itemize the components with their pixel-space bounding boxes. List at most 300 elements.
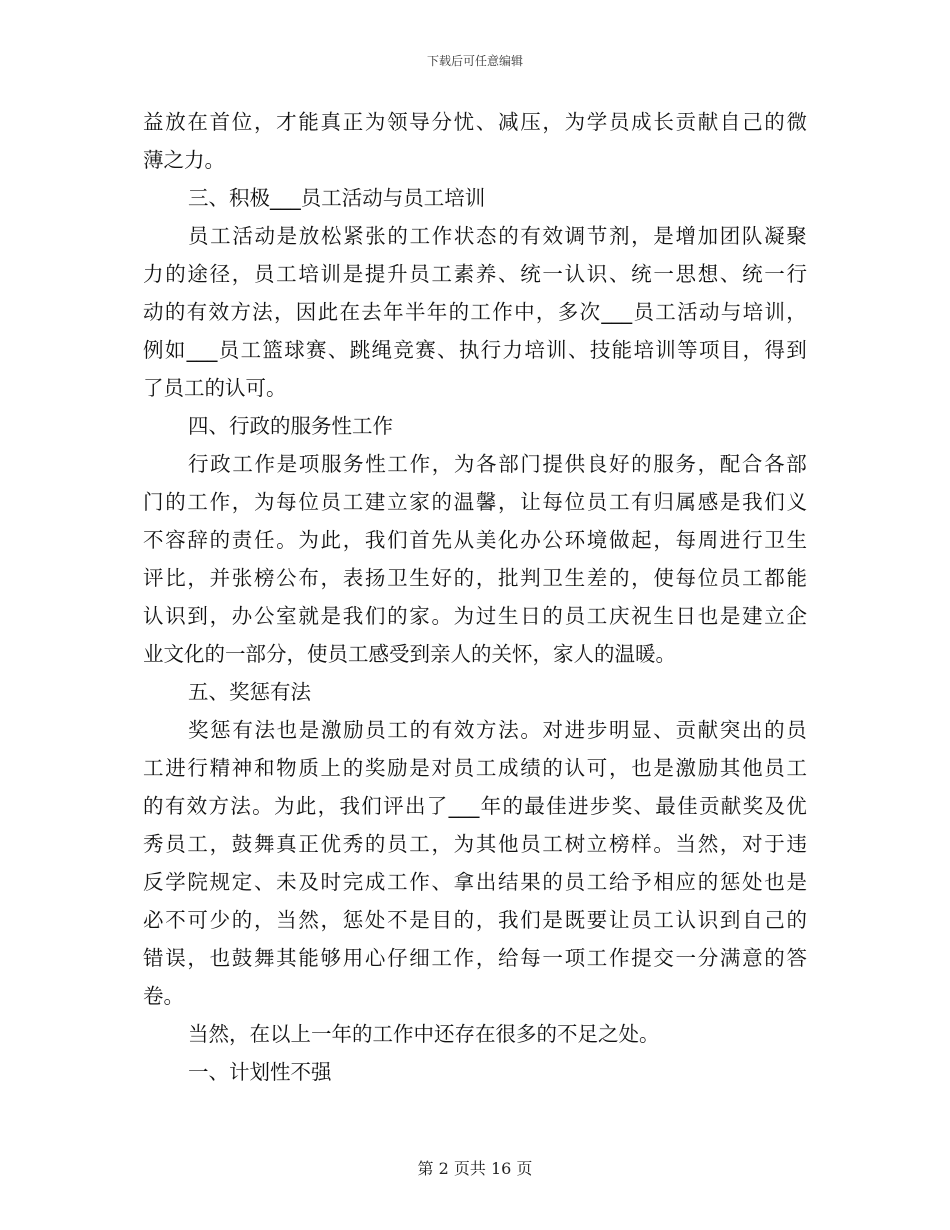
body-line — [143, 521, 807, 559]
glyph: 目 — [431, 908, 452, 932]
glyph: 性 — [365, 452, 386, 476]
glyph: 的 — [764, 946, 785, 970]
glyph: 素 — [453, 262, 475, 286]
glyph: 的 — [453, 566, 475, 590]
glyph: 中 — [514, 300, 535, 324]
glyph: 工 — [409, 832, 430, 856]
glyph: 处 — [364, 908, 386, 932]
glyph: 员 — [218, 338, 240, 362]
glyph: 益 — [143, 110, 164, 134]
glyph: 环 — [564, 528, 586, 552]
glyph: 误 — [165, 946, 186, 970]
glyph: 识 — [165, 604, 186, 628]
glyph: 工 — [653, 908, 674, 932]
glyph: 表 — [342, 566, 364, 590]
glyph: 。 — [431, 604, 452, 628]
glyph: 工 — [431, 262, 452, 286]
glyph: 长 — [653, 110, 674, 134]
glyph: 认 — [143, 604, 164, 628]
glyph: 力 — [143, 262, 164, 286]
glyph: 出 — [404, 794, 426, 818]
glyph: ， — [253, 110, 275, 134]
glyph: 们 — [364, 604, 386, 628]
glyph: 也 — [276, 718, 298, 742]
glyph: 到 — [786, 338, 807, 362]
glyph: 可 — [187, 908, 208, 932]
glyph: 一 — [675, 946, 696, 970]
glyph: 统 — [631, 262, 652, 286]
glyph: 员 — [253, 262, 275, 286]
glyph: 他 — [498, 832, 519, 856]
body-line — [143, 939, 807, 977]
glyph: 的 — [209, 528, 231, 552]
glyph: 门 — [143, 490, 164, 514]
glyph: 惩 — [719, 870, 741, 894]
glyph: 鼓 — [231, 832, 253, 856]
glyph: 例 — [143, 338, 164, 362]
glyph: 任 — [253, 528, 275, 552]
glyph: 可 — [586, 756, 608, 780]
glyph: 员 — [320, 490, 341, 514]
glyph: 一 — [764, 262, 785, 286]
glyph: 给 — [498, 946, 519, 970]
glyph: ， — [253, 908, 275, 932]
glyph: 自 — [742, 908, 763, 932]
glyph: 紧 — [343, 224, 364, 248]
glyph: 每 — [542, 490, 563, 514]
glyph: 球 — [284, 338, 305, 362]
glyph: 每 — [675, 566, 696, 590]
glyph: 企 — [786, 604, 807, 628]
glyph: 力 — [502, 338, 523, 362]
glyph: 对 — [742, 832, 763, 856]
glyph: 项 — [564, 946, 586, 970]
glyph: 工 — [187, 490, 208, 514]
glyph: 活 — [232, 224, 253, 248]
glyph: ， — [697, 452, 719, 476]
glyph: ， — [631, 224, 652, 248]
glyph: 为 — [453, 832, 475, 856]
glyph: 是 — [786, 870, 807, 894]
glyph: 室 — [276, 604, 297, 628]
glyph: 领 — [387, 110, 408, 134]
body-line — [143, 331, 807, 369]
glyph: 的 — [143, 794, 164, 818]
glyph: 生 — [564, 566, 586, 590]
glyph: 我 — [364, 528, 386, 552]
glyph: 有 — [631, 490, 652, 514]
glyph: 感 — [697, 490, 719, 514]
glyph: 员 — [719, 566, 741, 590]
glyph: 放 — [165, 110, 186, 134]
glyph: 有 — [164, 794, 186, 818]
glyph: 义 — [786, 490, 807, 514]
glyph: 张 — [365, 224, 386, 248]
glyph: 赛 — [415, 338, 436, 362]
glyph: 的 — [498, 224, 519, 248]
glyph: ， — [786, 300, 807, 324]
glyph: 作 — [409, 870, 430, 894]
page-header: 下载后可任意编辑 — [426, 54, 523, 68]
glyph: 忧 — [453, 110, 475, 134]
glyph: 能 — [786, 566, 807, 590]
body-line: 业文化的一部分，使员工感受到亲人的关怀，家人的温暖。 — [143, 642, 676, 666]
glyph: 及 — [764, 794, 785, 818]
glyph: 的 — [164, 300, 186, 324]
glyph: 认 — [675, 908, 696, 932]
glyph: 目 — [720, 338, 742, 362]
glyph: 队 — [741, 224, 763, 248]
glyph: 工 — [742, 566, 763, 590]
section-heading: 五、奖惩有法 — [188, 680, 311, 704]
glyph: 培 — [633, 338, 654, 362]
glyph: 我 — [742, 490, 763, 514]
glyph: 并 — [209, 566, 231, 590]
glyph: 境 — [586, 528, 608, 552]
glyph: 奖 — [611, 794, 633, 818]
glyph: 此 — [320, 528, 341, 552]
glyph: 要 — [586, 908, 608, 932]
glyph: 够 — [320, 946, 341, 970]
glyph: 绳 — [371, 338, 393, 362]
glyph: 部 — [786, 452, 807, 476]
glyph: 每 — [675, 528, 696, 552]
glyph: 工 — [342, 490, 364, 514]
glyph: 作 — [209, 490, 231, 514]
glyph: 、 — [719, 262, 741, 286]
glyph: 门 — [520, 452, 541, 476]
glyph: 判 — [520, 566, 541, 590]
glyph: 在 — [339, 300, 360, 324]
glyph: 工 — [586, 604, 608, 628]
glyph: 服 — [320, 452, 342, 476]
glyph: 榜 — [253, 566, 275, 590]
glyph: 次 — [579, 300, 601, 324]
glyph: 是 — [653, 224, 674, 248]
glyph: 贡 — [675, 718, 696, 742]
glyph: 是 — [719, 490, 741, 514]
glyph: 正 — [298, 832, 319, 856]
section-heading: 一、计划性不强 — [188, 1060, 332, 1084]
glyph: 途 — [187, 262, 208, 286]
glyph: 位 — [697, 566, 719, 590]
glyph: 有 — [232, 718, 253, 742]
glyph: 庆 — [608, 604, 630, 628]
glyph: 励 — [387, 756, 408, 780]
glyph: 。 — [653, 832, 674, 856]
glyph: 其 — [276, 946, 297, 970]
glyph: 其 — [719, 756, 741, 780]
glyph: 一 — [542, 262, 563, 286]
glyph: 活 — [677, 300, 698, 324]
glyph: 反 — [143, 870, 164, 894]
glyph: 为 — [273, 794, 295, 818]
glyph: ， — [535, 300, 557, 324]
glyph: 舞 — [253, 946, 275, 970]
glyph: 想 — [697, 262, 719, 286]
glyph: 首 — [209, 110, 231, 134]
glyph: 为 — [564, 110, 586, 134]
glyph: 到 — [719, 908, 741, 932]
glyph: 节 — [586, 224, 608, 248]
glyph: 项 — [298, 452, 320, 476]
glyph: 员 — [564, 604, 586, 628]
glyph: 正 — [342, 110, 364, 134]
glyph: 必 — [143, 908, 164, 932]
glyph: 建 — [364, 490, 386, 514]
glyph: ， — [187, 566, 208, 590]
glyph: 进 — [564, 718, 586, 742]
glyph: 鼓 — [231, 946, 253, 970]
glyph: 的 — [387, 604, 408, 628]
glyph: 评 — [143, 566, 164, 590]
glyph: 位 — [231, 110, 253, 134]
glyph: 位 — [298, 490, 319, 514]
glyph: 松 — [320, 224, 342, 248]
glyph: 技 — [589, 338, 611, 362]
glyph: ， — [608, 756, 630, 780]
glyph: 当 — [276, 908, 297, 932]
glyph: 从 — [453, 528, 475, 552]
glyph: 的 — [764, 718, 785, 742]
glyph: 识 — [697, 908, 719, 932]
glyph: 加 — [697, 224, 719, 248]
glyph: 政 — [210, 452, 231, 476]
glyph: 显 — [631, 718, 652, 742]
glyph: 动 — [254, 224, 275, 248]
glyph: ， — [431, 832, 452, 856]
glyph: 减 — [498, 110, 519, 134]
glyph: 明 — [608, 718, 630, 742]
glyph: 也 — [631, 756, 652, 780]
glyph: 的 — [342, 756, 364, 780]
glyph: 行 — [187, 756, 208, 780]
glyph: 服 — [653, 452, 674, 476]
glyph: 合 — [741, 452, 763, 476]
section-heading: 四、行政的服务性工作 — [188, 414, 393, 438]
glyph: 跳 — [349, 338, 371, 362]
glyph: 和 — [253, 756, 275, 780]
glyph: 过 — [475, 604, 497, 628]
glyph: 结 — [498, 870, 519, 894]
glyph: 物 — [276, 756, 297, 780]
glyph: 秀 — [342, 832, 364, 856]
body-line — [143, 901, 807, 939]
glyph: 工 — [475, 756, 497, 780]
glyph: 竞 — [393, 338, 414, 362]
glyph: 务 — [343, 452, 364, 476]
glyph: 意 — [742, 946, 763, 970]
glyph: 公 — [276, 566, 297, 590]
glyph: 的 — [786, 908, 807, 932]
glyph: 温 — [453, 490, 475, 514]
glyph: 馨 — [475, 490, 497, 514]
glyph: 及 — [298, 870, 319, 894]
glyph: 的 — [764, 110, 785, 134]
glyph: 拿 — [453, 870, 475, 894]
glyph: 、 — [498, 262, 519, 286]
glyph: 时 — [320, 870, 341, 894]
body-line — [143, 749, 807, 787]
glyph: 工 — [608, 490, 630, 514]
glyph: 奖 — [188, 718, 209, 742]
body-line — [188, 445, 807, 483]
glyph: 卫 — [542, 566, 563, 590]
glyph: 篮 — [262, 338, 283, 362]
glyph: 压 — [520, 110, 541, 134]
glyph: 动 — [698, 300, 720, 324]
glyph: 效 — [542, 224, 563, 248]
glyph: 的 — [502, 794, 523, 818]
glyph: 、 — [437, 338, 458, 362]
glyph: 惩 — [210, 718, 231, 742]
glyph: 比 — [165, 566, 186, 590]
glyph: 也 — [697, 604, 719, 628]
glyph: 上 — [320, 756, 341, 780]
glyph: 提 — [631, 946, 652, 970]
glyph: 己 — [742, 110, 763, 134]
glyph: 生 — [653, 604, 674, 628]
glyph: 方 — [208, 794, 229, 818]
glyph: 于 — [764, 832, 785, 856]
glyph: ， — [498, 490, 519, 514]
glyph: 此 — [295, 794, 317, 818]
glyph: 成 — [631, 110, 652, 134]
glyph: 位 — [564, 490, 586, 514]
glyph: 部 — [498, 452, 519, 476]
glyph: 励 — [343, 718, 364, 742]
glyph: 员 — [453, 756, 475, 780]
glyph: 是 — [276, 452, 298, 476]
body-line — [143, 787, 807, 825]
glyph: 们 — [764, 490, 785, 514]
glyph: ， — [342, 528, 364, 552]
glyph: 有 — [431, 718, 453, 742]
body-line — [188, 217, 807, 255]
glyph: 员 — [631, 908, 652, 932]
glyph: 最 — [524, 794, 545, 818]
glyph: 卫 — [764, 528, 785, 552]
glyph: 院 — [187, 870, 208, 894]
glyph: ， — [542, 110, 563, 134]
glyph: 法 — [254, 718, 275, 742]
glyph: 舞 — [253, 832, 275, 856]
glyph: 培 — [524, 338, 545, 362]
glyph: 佳 — [546, 794, 567, 818]
glyph: 少 — [209, 908, 231, 932]
glyph: ， — [273, 300, 295, 324]
glyph: 出 — [475, 870, 497, 894]
glyph: 差 — [586, 566, 608, 590]
glyph: 属 — [675, 490, 696, 514]
glyph: 方 — [230, 300, 251, 324]
glyph: 步 — [589, 794, 611, 818]
glyph: 的 — [431, 490, 452, 514]
glyph: 训 — [546, 338, 567, 362]
glyph: 员 — [764, 756, 785, 780]
glyph: ， — [209, 604, 231, 628]
glyph: 神 — [231, 756, 253, 780]
glyph: 我 — [498, 908, 519, 932]
glyph: 家 — [409, 604, 430, 628]
glyph: ___ — [601, 300, 633, 324]
glyph: 的 — [165, 490, 186, 514]
glyph: 相 — [653, 870, 674, 894]
section-heading: 三、积极___员工活动与员工培训 — [188, 186, 486, 210]
glyph: 员 — [387, 832, 408, 856]
glyph: 能 — [298, 110, 319, 134]
glyph: 导 — [409, 110, 430, 134]
glyph: ， — [431, 452, 453, 476]
glyph: 半 — [404, 300, 426, 324]
glyph: 。 — [276, 528, 297, 552]
glyph: 能 — [611, 338, 633, 362]
glyph: 、 — [431, 870, 452, 894]
glyph: 才 — [276, 110, 297, 134]
glyph: 答 — [786, 946, 807, 970]
glyph: 贡 — [698, 794, 720, 818]
glyph: 责 — [231, 528, 253, 552]
glyph: 方 — [476, 718, 497, 742]
glyph: 统 — [742, 262, 763, 286]
glyph: 真 — [276, 832, 297, 856]
body-line: 当然，在以上一年的工作中还存在很多的不足之处。 — [188, 1022, 660, 1046]
glyph: ___ — [448, 794, 480, 818]
glyph: 分 — [431, 110, 452, 134]
glyph: 用 — [342, 946, 364, 970]
glyph: 、 — [633, 794, 654, 818]
glyph: 惩 — [342, 908, 364, 932]
glyph: 是 — [320, 604, 341, 628]
glyph: 的 — [631, 452, 652, 476]
glyph: 工 — [240, 338, 262, 362]
glyph: 的 — [387, 224, 408, 248]
glyph: 周 — [697, 528, 719, 552]
glyph: 动 — [143, 300, 164, 324]
glyph: 成 — [364, 870, 386, 894]
glyph: 应 — [675, 870, 696, 894]
glyph: 员 — [188, 224, 209, 248]
glyph: 献 — [697, 718, 719, 742]
glyph: 优 — [786, 794, 807, 818]
glyph: 员 — [165, 832, 186, 856]
glyph: 是 — [542, 908, 563, 932]
glyph: 好 — [608, 452, 630, 476]
page-footer: 第 2 页共 16 页 — [417, 1159, 533, 1178]
glyph: 每 — [520, 946, 541, 970]
glyph: 、 — [567, 338, 589, 362]
glyph: 对 — [542, 718, 563, 742]
glyph: 生 — [498, 604, 519, 628]
glyph: 得 — [764, 338, 785, 362]
glyph: 、 — [653, 718, 674, 742]
glyph: 为 — [253, 490, 275, 514]
glyph: 扬 — [364, 566, 386, 590]
body-line — [188, 711, 807, 749]
glyph: 真 — [320, 110, 341, 134]
glyph: 容 — [165, 528, 186, 552]
glyph: 祝 — [631, 604, 652, 628]
glyph: 让 — [520, 490, 541, 514]
glyph: 秀 — [143, 832, 164, 856]
glyph: 是 — [342, 262, 364, 286]
glyph: 优 — [320, 832, 341, 856]
glyph: 年 — [426, 300, 448, 324]
glyph: 如 — [164, 338, 186, 362]
glyph: 赛 — [306, 338, 327, 362]
glyph: 一 — [653, 262, 674, 286]
glyph: 为 — [453, 604, 475, 628]
